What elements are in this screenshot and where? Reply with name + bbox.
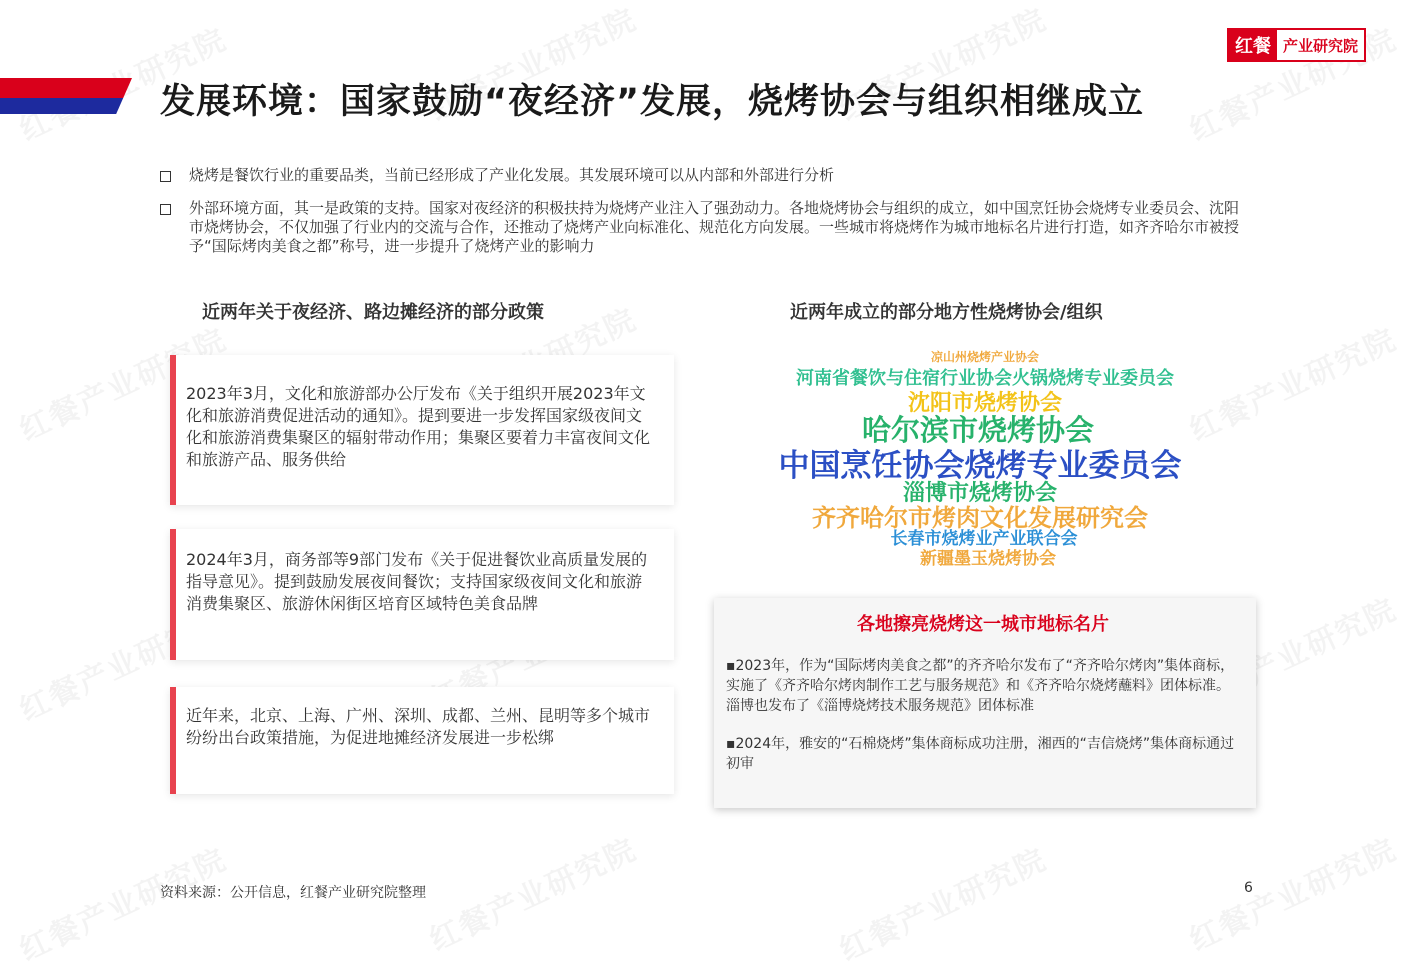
policy-card-text: 近年来，北京、上海、广州、深圳、成都、兰州、昆明等多个城市纷纷出台政策措施，为促进地摊经济发展进一步松绑 — [186, 706, 651, 747]
watermark — [831, 835, 1053, 969]
cloud-word: 河南省餐饮与住宿行业协会火锅烧烤专业委员会 — [796, 368, 1174, 389]
cloud-word: 中国烹饪协会烧烤专业委员会 — [778, 448, 1182, 484]
title-accent-bar — [0, 78, 132, 114]
policy-card-text: 2024年3月，商务部等9部门发布《关于促进餐饮业高质量发展的指导意见》。提到鼓励发展夜间餐饮；支持国家级夜间文化和旅游消费集聚区、旅游休闲街区培育区域特色美食品牌 — [186, 550, 648, 613]
bullet-item — [160, 166, 1250, 185]
intro-bullets — [160, 166, 1250, 270]
policy-heading: 近两年关于夜经济、路边摊经济的部分政策 — [202, 302, 544, 323]
logo-text: 产业研究院 — [1283, 36, 1359, 55]
policy-card — [170, 355, 674, 505]
cloud-word: 沈阳市烧烤协会 — [907, 391, 1063, 416]
cloud-word: 长春市烧烤业产业联合会 — [890, 529, 1078, 549]
checkbox-square-icon — [160, 171, 171, 182]
cloud-word: 新疆墨玉烧烤协会 — [920, 549, 1056, 569]
policy-card — [170, 687, 674, 794]
policy-card-text: 2023年3月，文化和旅游部办公厅发布《关于组织开展2023年文化和旅游消费促进活动的通知》。提到要进一步发挥国家级夜间文化和旅游消费集聚区的辐射带动作用；集聚区要着力丰富夜间文化和旅游产品、服务供给 — [186, 384, 651, 469]
brand-logo — [1227, 28, 1366, 62]
cloud-word: 哈尔滨市烧烤协会 — [861, 413, 1095, 447]
bullet-text: 外部环境方面，其一是政策的支持。国家对夜经济的积极扶持为烧烤产业注入了强劲动力。各地烧烤协会与组织的成立，如中国烹饪协会烧烤专业委员会、沈阳市烧烤协会，不仅加强了行业内的交流与合作，还推动了烧烤产业向标准化、规范化方向发展。一些城市将烧烤作为城市地标名片进行打造，如齐齐哈尔市被授予“国际烤肉美食之都”称号，进一步提升了烧烤产业的影响力 — [189, 199, 1240, 255]
logo-mark: 红餐 — [1229, 30, 1277, 60]
cloud-word: 淄博市烧烤协会 — [902, 481, 1058, 506]
landmark-title: 各地擦亮烧烤这一城市地标名片 — [857, 614, 1109, 635]
cloud-word: 凉山州烧烤产业协会 — [930, 350, 1040, 364]
checkbox-square-icon — [160, 204, 171, 215]
landmark-item: ▪2023年，作为“国际烤肉美食之都”的齐齐哈尔发布了“齐齐哈尔烤肉”集体商标，实施了《齐齐哈尔烤肉制作工艺与服务规范》和《齐齐哈尔烧烤蘸料》团体标准。淄博也发布了《淄博烧烤技术服务规范》团体标准 — [726, 658, 1235, 714]
policy-card — [170, 529, 674, 660]
landmark-box — [714, 598, 1256, 808]
landmark-item: ▪2024年，雅安的“石棉烧烤”集体商标成功注册，湘西的“吉信烧烤”集体商标通过初审 — [726, 736, 1235, 772]
watermark — [1181, 825, 1403, 960]
watermark — [421, 825, 643, 960]
page-number: 6 — [1244, 880, 1253, 896]
watermark — [1181, 315, 1403, 450]
bullet-item — [160, 199, 1250, 256]
association-heading: 近两年成立的部分地方性烧烤协会/组织 — [790, 302, 1103, 323]
page-title: 发展环境：国家鼓励“夜经济”发展，烧烤协会与组织相继成立 — [160, 82, 1145, 122]
association-word-cloud — [770, 338, 1200, 573]
source-note: 资料来源：公开信息，红餐产业研究院整理 — [160, 885, 426, 901]
cloud-word: 齐齐哈尔市烤肉文化发展研究会 — [812, 504, 1148, 532]
bullet-text: 烧烤是餐饮行业的重要品类，当前已经形成了产业化发展。其发展环境可以从内部和外部进行分析 — [189, 166, 835, 184]
